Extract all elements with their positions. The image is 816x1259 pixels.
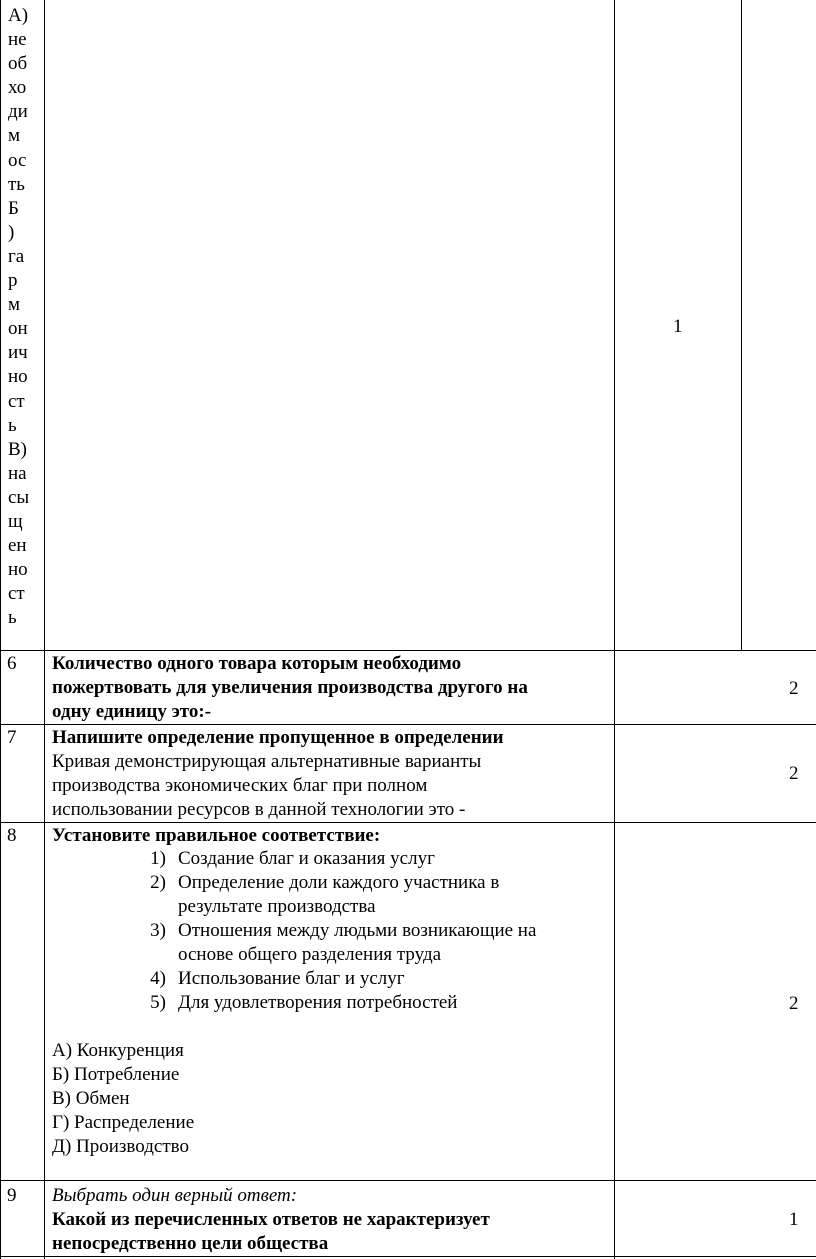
- row8-list-item-4: [140, 967, 606, 991]
- row5-score: 1: [673, 316, 683, 337]
- row5-option-fragment: р: [8, 270, 18, 292]
- row6-question-line: одну единицу это:-: [52, 701, 212, 722]
- row5-option-fragment: ен: [8, 535, 27, 557]
- row8-answer: Г) Распределение: [52, 1112, 195, 1133]
- row7-number: 7: [7, 727, 17, 748]
- row8-list-item-2: [140, 871, 606, 919]
- row8-answer: А) Конкуренция: [52, 1040, 184, 1061]
- row5-option-fragment: ть: [8, 173, 25, 195]
- table-col-divider-2: [614, 0, 615, 1259]
- row5-option-fragment: об: [8, 53, 28, 75]
- row7-body: [52, 750, 481, 822]
- row5-option-fragment: ь: [8, 414, 17, 436]
- row8-list-text: Использование благ и услуг: [178, 968, 405, 989]
- row5-option-fragment: но: [8, 559, 28, 581]
- row7-body-line: использовании ресурсов в данной технологии это -: [52, 799, 466, 820]
- table-border-bottom: [0, 1256, 816, 1257]
- row-divider-6-7: [0, 724, 816, 725]
- row8-answer: Б) Потребление: [52, 1064, 180, 1085]
- row9-instruction: Выбрать один верный ответ:: [52, 1185, 298, 1206]
- row7-score: 2: [789, 763, 799, 784]
- row8-list-item-1: [140, 847, 606, 871]
- row8-heading: Установите правильное соответствие:: [52, 825, 381, 846]
- row6-question: [52, 652, 528, 724]
- row-divider-5-6: [0, 650, 816, 651]
- row8-number: 8: [7, 825, 17, 846]
- row8-list-number: 3): [150, 920, 166, 941]
- row8-list-text: результате производства: [178, 896, 376, 917]
- row5-option-fragment: он: [8, 318, 28, 340]
- row6-question-line: Количество одного товара которым необходимо: [52, 653, 462, 674]
- row8-answer: Д) Производство: [52, 1136, 189, 1157]
- table-col-divider-1: [44, 0, 45, 1259]
- row8-score: 2: [789, 993, 799, 1014]
- table-border-left: [0, 0, 1, 1259]
- row5-option-fragment: ь: [8, 607, 17, 629]
- row8-list-text: Отношения между людьми возникающие на: [178, 920, 537, 941]
- row5-option-fragment: Б: [8, 197, 19, 219]
- row5-option-fragment: ич: [8, 342, 28, 364]
- row5-option-fragment: ос: [8, 149, 27, 171]
- row9-question-line: непосредственно цели общества: [52, 1233, 329, 1254]
- row5-options-text: [8, 4, 42, 630]
- row6-score: 2: [789, 678, 799, 699]
- row5-option-fragment: м: [8, 294, 21, 316]
- row5-option-fragment: га: [8, 245, 25, 267]
- row8-list-item-5: [140, 991, 606, 1015]
- row5-option-fragment: хо: [8, 77, 27, 99]
- row9-question: [52, 1208, 490, 1256]
- row9-number: 9: [7, 1185, 17, 1206]
- row8-list-text: Создание благ и оказания услуг: [178, 848, 435, 869]
- row5-option-fragment: не: [8, 29, 27, 51]
- row7-body-line: производства экономических благ при полном: [52, 775, 428, 796]
- table-col-divider-3: [741, 0, 742, 651]
- row8-list-item-3: [140, 919, 606, 967]
- row5-option-fragment: на: [8, 462, 27, 484]
- row9-score: 1: [789, 1209, 799, 1230]
- row-divider-7-8: [0, 822, 816, 823]
- row9-question-line: Какой из перечисленных ответов не характеризует: [52, 1209, 490, 1230]
- row6-question-line: пожертвовать для увеличения производства другого на: [52, 677, 528, 698]
- row8-list-text: основе общего разделения труда: [178, 944, 442, 965]
- row5-option-fragment: А): [8, 5, 29, 26]
- row7-body-line: Кривая демонстрирующая альтернативные варианты: [52, 751, 482, 772]
- row5-option-fragment: но: [8, 366, 28, 388]
- row8-list-text: Для удовлетворения потребностей: [178, 992, 458, 1013]
- row5-option-fragment: м: [8, 125, 21, 147]
- row-divider-8-9: [0, 1180, 816, 1181]
- row5-option-fragment: ди: [8, 101, 28, 123]
- row7-heading: Напишите определение пропущенное в определении: [52, 727, 504, 748]
- row8-list-number: 4): [150, 968, 166, 989]
- row8-answer: В) Обмен: [52, 1088, 130, 1109]
- row5-option-fragment: ст: [8, 583, 25, 605]
- row6-number: 6: [7, 653, 17, 674]
- row8-list-number: 1): [150, 848, 166, 869]
- row5-option-fragment: щ: [8, 510, 23, 532]
- row5-option-fragment: ст: [8, 390, 25, 412]
- row8-list-number: 5): [150, 992, 166, 1013]
- row5-option-fragment: ): [8, 221, 15, 243]
- row5-option-fragment: В): [8, 438, 27, 460]
- row5-option-fragment: сы: [8, 486, 30, 508]
- row8-answers: [52, 1039, 194, 1159]
- row8-list-text: Определение доли каждого участника в: [178, 872, 500, 893]
- row8-list-number: 2): [150, 872, 166, 893]
